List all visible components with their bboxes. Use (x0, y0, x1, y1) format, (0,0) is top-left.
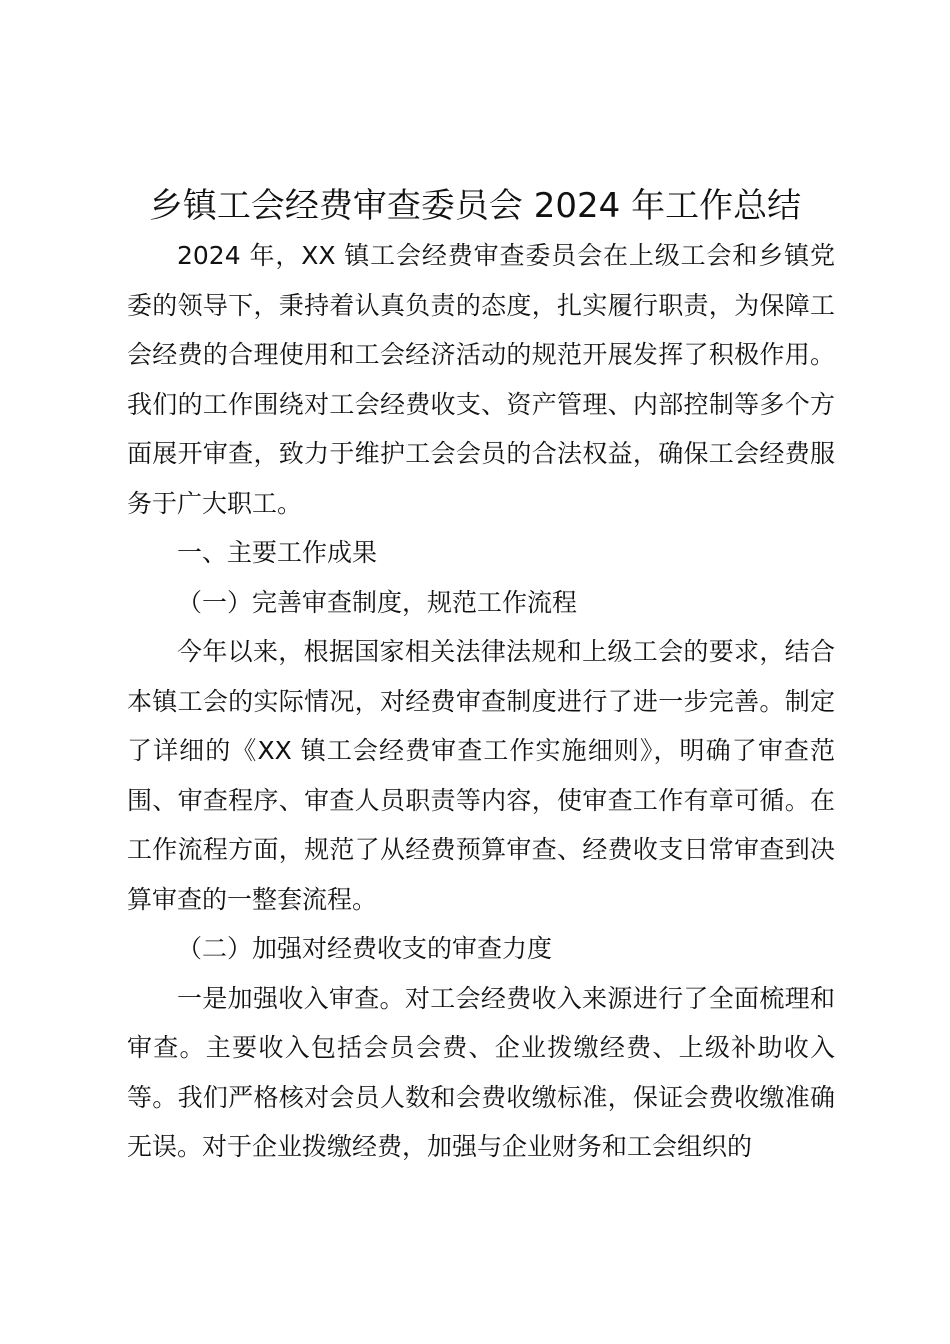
paragraph-intro: 2024 年，XX 镇工会经费审查委员会在上级工会和乡镇党委的领导下，秉持着认真负责的态度，扎实履行职责，为保障工会经费的合理使用和工会经济活动的规范开展发挥了积极作用。我们的工作围绕对工会经费收支、资产管理、内部控制等多个方面展开审查，致力于维护工会会员的合法权益，确保工会经费服务于广大职工。 (127, 241, 835, 518)
heading-subsection-1: （一）完善审查制度，规范工作流程 (177, 587, 578, 617)
heading-main-results: 一、主要工作成果 (177, 538, 378, 567)
paragraph-subsection-1: 今年以来，根据国家相关法律法规和上级工会的要求，结合本镇工会的实际情况，对经费审查制度进行了进一步完善。制定了详细的《XX 镇工会经费审查工作实施细则》，明确了审查范围、审查程序、审查人员职责等内容，使审查工作有章可循。在工作流程方面，规范了从经费预算审查、经费收支日常审查到决算审查的一整套流程。 (127, 637, 835, 914)
paragraph-subsection-2: 一是加强收入审查。对工会经费收入来源进行了全面梳理和审查。主要收入包括会员会费、企业拨缴经费、上级补助收入等。我们严格核对会员人数和会费收缴标准，保证会费收缴准确无误。对于企业拨缴经费，加强与企业财务和工会组织的 (127, 983, 835, 1161)
heading-subsection-2: （二）加强对经费收支的审查力度 (177, 934, 553, 963)
document-title: 乡镇工会经费审查委员会 2024 年工作总结 (148, 186, 802, 226)
document-body (127, 231, 835, 1172)
